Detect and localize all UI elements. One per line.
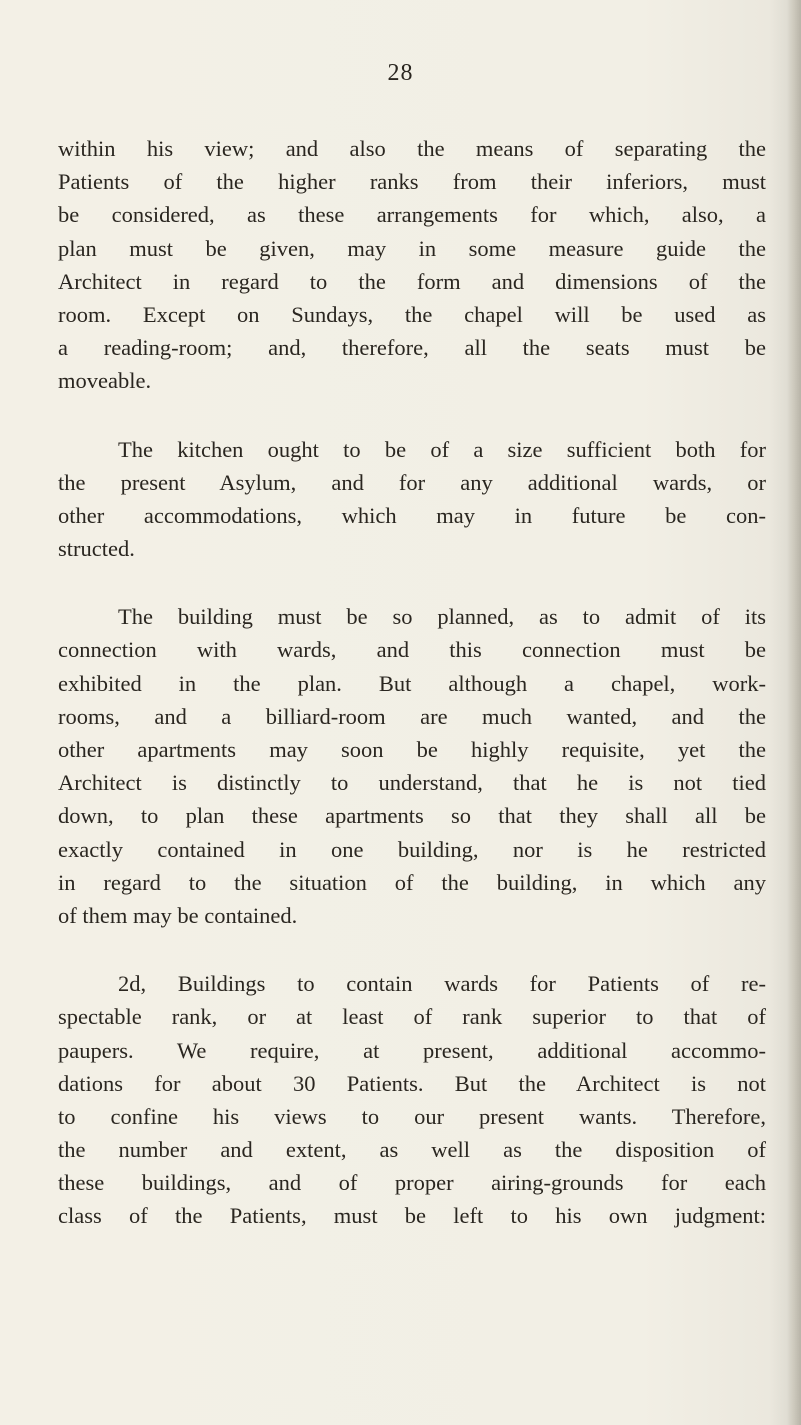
- text-line: these buildings, and of proper airing-grounds for each: [58, 1170, 766, 1196]
- text-line: class of the Patients, must be left to his own judgment:: [58, 1203, 766, 1229]
- text-line: a reading-room; and, therefore, all the seats must be: [58, 335, 766, 361]
- text-line: 2d, Buildings to contain wards for Patients of re-: [118, 971, 766, 997]
- paragraph: [58, 600, 766, 932]
- text-line: the present Asylum, and for any additional wards, or: [58, 469, 766, 495]
- text-line: be considered, as these arrangements for which, also, a: [58, 202, 766, 228]
- text-line: moveable.: [58, 368, 152, 394]
- text-line: down, to plan these apartments so that they shall all be: [58, 803, 766, 829]
- body-text: [58, 132, 766, 1233]
- page-number: 28: [387, 60, 414, 86]
- page-edge: [787, 0, 801, 1425]
- text-line: of them may be contained.: [58, 902, 298, 928]
- paragraph: [58, 967, 766, 1233]
- text-line: paupers. We require, at present, additional accommo-: [58, 1037, 766, 1063]
- text-line: rooms, and a billiard-room are much wanted, and the: [58, 703, 766, 729]
- text-line: The kitchen ought to be of a size sufficient both for: [118, 436, 766, 462]
- text-line: structed.: [58, 536, 135, 562]
- text-line: other apartments may soon be highly requisite, yet the: [58, 737, 766, 762]
- text-line: exactly contained in one building, nor is he restricted: [58, 836, 766, 862]
- text-line: Architect in regard to the form and dimensions of the: [58, 268, 766, 294]
- text-line: Architect is distinctly to understand, that he is not tied: [58, 770, 766, 796]
- text-line: the number and extent, as well as the disposition of: [58, 1137, 766, 1163]
- text-line: within his view; and also the means of separating the: [58, 136, 766, 161]
- text-line: to confine his views to our present wants. Therefore,: [58, 1103, 766, 1129]
- text-line: The building must be so planned, as to admit of its: [118, 604, 766, 630]
- text-line: exhibited in the plan. But although a chapel, work-: [58, 670, 766, 696]
- text-line: other accommodations, which may in future be con-: [58, 502, 766, 528]
- text-line: Patients of the higher ranks from their inferiors, must: [58, 169, 766, 195]
- text-line: room. Except on Sundays, the chapel will be used as: [58, 301, 766, 327]
- paragraph: [58, 433, 766, 566]
- text-line: in regard to the situation of the building, in which any: [58, 869, 766, 895]
- text-line: dations for about 30 Patients. But the Architect is not: [58, 1070, 766, 1096]
- text-line: plan must be given, may in some measure guide the: [58, 235, 766, 261]
- text-line: connection with wards, and this connection must be: [58, 637, 766, 663]
- text-line: spectable rank, or at least of rank superior to that of: [58, 1004, 766, 1030]
- paragraph: [58, 132, 766, 398]
